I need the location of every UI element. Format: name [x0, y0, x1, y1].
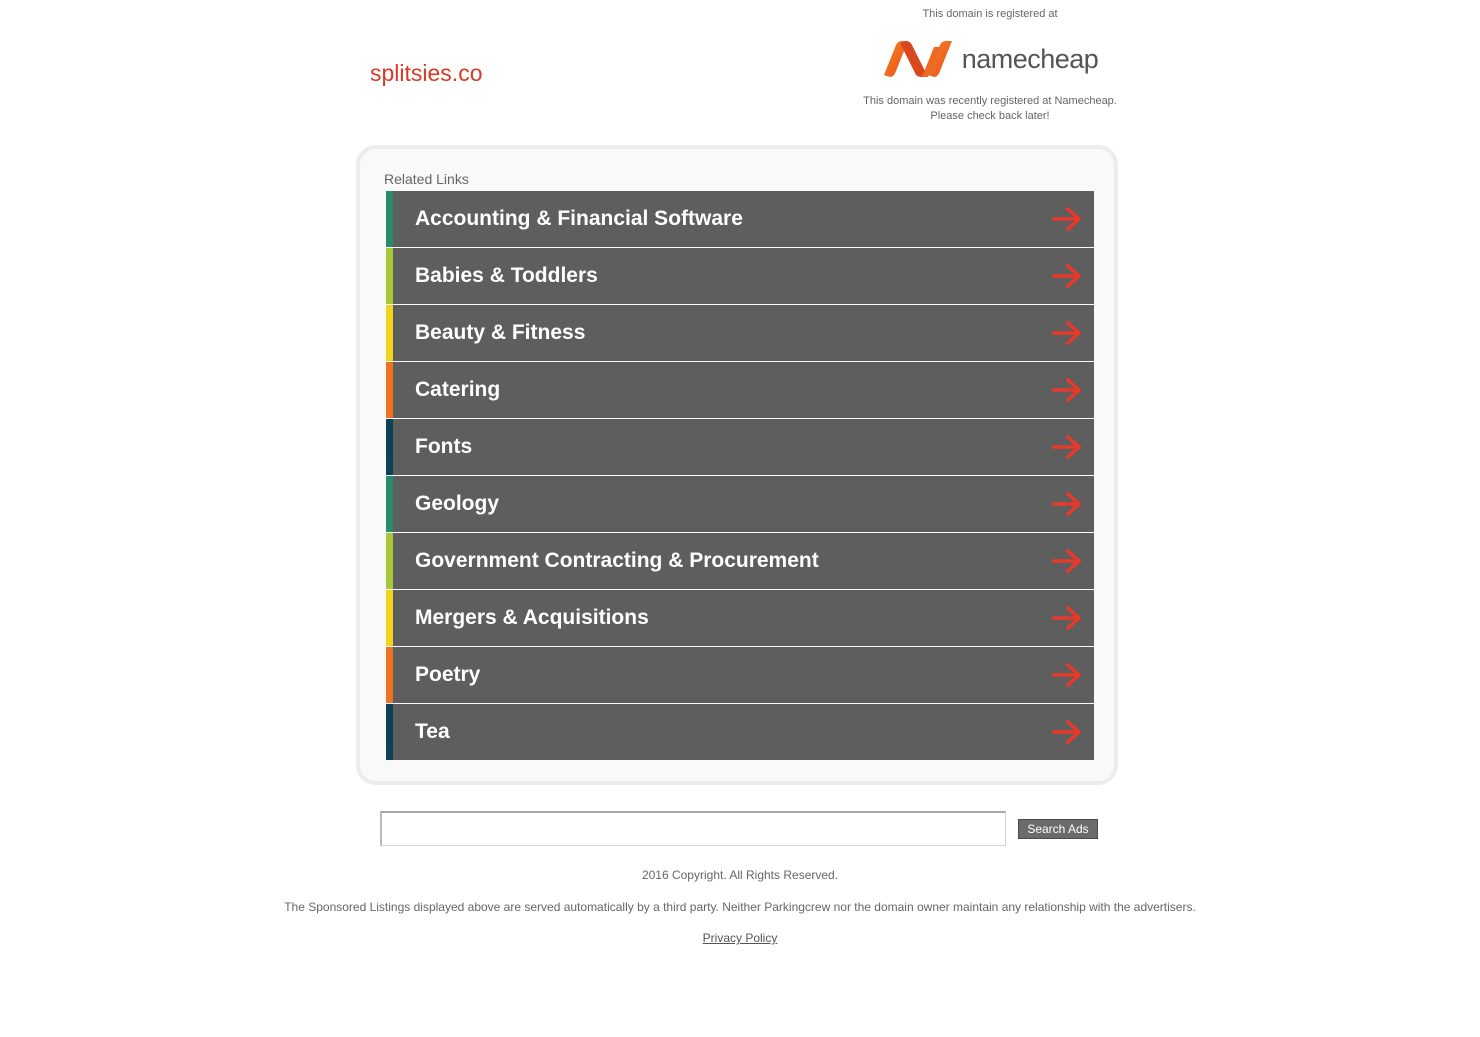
registrar-note: [840, 94, 1140, 124]
related-link-item[interactable]: [386, 419, 1094, 475]
search-ads-button[interactable]: Search Ads: [1018, 819, 1098, 839]
arrow-right-icon: [1052, 604, 1084, 632]
link-color-stripe: [386, 362, 393, 418]
footer: [280, 867, 1200, 945]
link-color-stripe: [386, 248, 393, 304]
related-links-list: [386, 191, 1094, 761]
registrar-note-line2: Please check back later!: [930, 110, 1050, 122]
domain-name: splitsies.co: [370, 60, 483, 86]
arrow-right-icon: [1052, 547, 1084, 575]
related-link-item[interactable]: [386, 704, 1094, 760]
related-link-label: Babies & Toddlers: [415, 264, 598, 287]
related-link-label: Geology: [415, 492, 500, 515]
link-color-stripe: [386, 476, 393, 532]
related-link-item[interactable]: [386, 533, 1094, 589]
arrow-right-icon: [1052, 718, 1084, 746]
related-link-label: Mergers & Acquisitions: [415, 606, 649, 629]
related-link-item[interactable]: [386, 191, 1094, 247]
related-link-label: Government Contracting & Procurement: [415, 549, 819, 572]
privacy-policy-link[interactable]: Privacy Policy: [702, 931, 778, 945]
related-link-item[interactable]: [386, 647, 1094, 703]
link-color-stripe: [386, 191, 393, 247]
disclaimer-text: The Sponsored Listings displayed above are served automatically by a third party. Neither Parkingcrew nor the domain owner maintain any relationship with the advertisers.: [284, 900, 1196, 914]
related-link-label: Poetry: [415, 663, 481, 686]
arrow-right-icon: [1052, 205, 1084, 233]
search-input[interactable]: [380, 811, 1006, 846]
related-links-panel: [356, 145, 1118, 785]
copyright-text: 2016 Copyright. All Rights Reserved.: [641, 868, 839, 882]
link-color-stripe: [386, 533, 393, 589]
registrar-note-line1: This domain was recently registered at Namecheap.: [863, 95, 1117, 107]
registrar-panel: [840, 6, 1140, 124]
link-color-stripe: [386, 590, 393, 646]
arrow-right-icon: [1052, 319, 1084, 347]
registrar-intro: This domain is registered at: [922, 8, 1058, 20]
link-color-stripe: [386, 419, 393, 475]
related-link-label: Tea: [415, 720, 450, 743]
related-link-item[interactable]: [386, 248, 1094, 304]
arrow-right-icon: [1052, 661, 1084, 689]
link-color-stripe: [386, 647, 393, 703]
related-link-item[interactable]: [386, 362, 1094, 418]
related-link-label: Beauty & Fitness: [415, 321, 586, 344]
namecheap-logo[interactable]: [870, 32, 1110, 86]
namecheap-wordmark: namecheap: [961, 43, 1099, 74]
arrow-right-icon: [1052, 262, 1084, 290]
related-link-item[interactable]: [386, 305, 1094, 361]
link-color-stripe: [386, 704, 393, 760]
related-link-item[interactable]: [386, 590, 1094, 646]
arrow-right-icon: [1052, 490, 1084, 518]
related-links-heading: Related Links: [384, 171, 469, 187]
related-link-label: Catering: [415, 378, 501, 401]
related-link-label: Fonts: [415, 435, 473, 458]
namecheap-mark-icon: [882, 39, 954, 79]
related-link-item[interactable]: [386, 476, 1094, 532]
related-link-label: Accounting & Financial Software: [415, 207, 743, 230]
link-color-stripe: [386, 305, 393, 361]
arrow-right-icon: [1052, 376, 1084, 404]
arrow-right-icon: [1052, 433, 1084, 461]
